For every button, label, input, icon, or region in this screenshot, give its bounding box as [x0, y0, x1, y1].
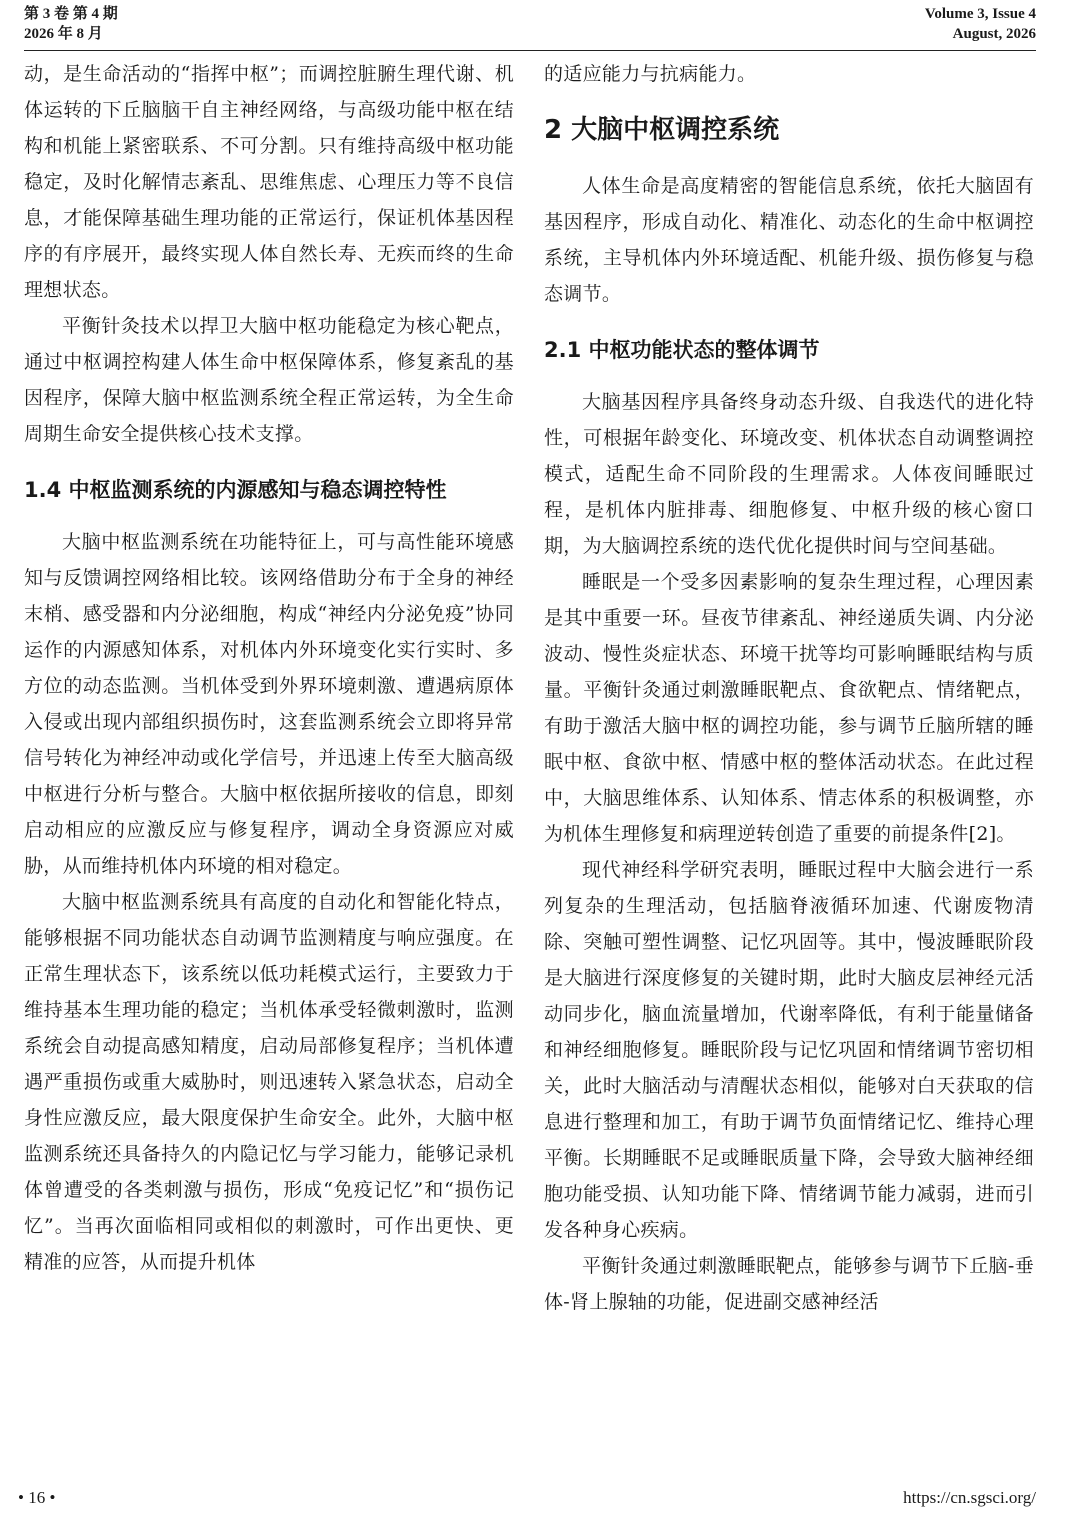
section-heading-2: 2 大脑中枢调控系统 — [544, 115, 780, 145]
journal-header-left — [24, 4, 118, 44]
volume-issue-cn: 第 3 卷 第 4 期 — [24, 6, 118, 22]
paragraph: 现代神经科学研究表明，睡眠过程中大脑会进行一系列复杂的生理活动，包括脑脊液循环加速、代谢废物清除、突触可塑性调整、记忆巩固等。其中，慢波睡眠阶段是大脑进行深度修复的关键时期，此时大脑皮层神经元活动同步化，脑血流量增加，代谢率降低，有利于能量储备和神经细胞修复。睡眠阶段与记忆巩固和情绪调节密切相关，此时大脑活动与清醒状态相似，能够对白天获取的信息进行整理和加工，有助于调节负面情绪记忆、维持心理平衡。长期睡眠不足或睡眠质量下降，会导致大脑神经细胞功能受损、认知功能下降、情绪调节能力减弱，进而引发各种身心疾病。 — [544, 859, 1034, 1241]
section-heading-1-4: 1.4 中枢监测系统的内源感知与稳态调控特性 — [24, 478, 447, 502]
paragraph: 人体生命是高度精密的智能信息系统，依托大脑固有基因程序，形成自动化、精准化、动态化的生命中枢调控系统，主导机体内外环境适配、机能升级、损伤修复与稳态调节。 — [544, 175, 1034, 305]
paragraph: 的适应能力与抗病能力。 — [544, 63, 757, 85]
left-column — [24, 56, 514, 1461]
section-heading-2-1: 2.1 中枢功能状态的整体调节 — [544, 338, 820, 362]
paragraph: 睡眠是一个受多因素影响的复杂生理过程，心理因素是其中重要一环。昼夜节律紊乱、神经递质失调、内分泌波动、慢性炎症状态、环境干扰等均可影响睡眠结构与质量。平衡针灸通过刺激睡眠靶点、食欲靶点、情绪靶点，有助于激活大脑中枢的调控功能，参与调节丘脑所辖的睡眠中枢、食欲中枢、情感中枢的整体活动状态。在此过程中，大脑思维体系、认知体系、情志体系的积极调整，亦为机体生理修复和病理逆转创造了重要的前提条件[2]。 — [544, 571, 1034, 845]
header-divider — [24, 50, 1036, 51]
journal-header-right — [925, 4, 1036, 44]
paragraph: 动，是生命活动的“指挥中枢”；而调控脏腑生理代谢、机体运转的下丘脑脑干自主神经网络，与高级功能中枢在结构和机能上紧密联系、不可分割。只有维持高级中枢功能稳定，及时化解情志紊乱、思维焦虑、心理压力等不良信息，才能保障基础生理功能的正常运行，保证机体基因程序的有序展开，最终实现人体自然长寿、无疾而终的生命理想状态。 — [24, 63, 514, 301]
paragraph: 大脑中枢监测系统具有高度的自动化和智能化特点，能够根据不同功能状态自动调节监测精度与响应强度。在正常生理状态下，该系统以低功耗模式运行，主要致力于维持基本生理功能的稳定；当机体承受轻微刺激时，监测系统会自动提高感知精度，启动局部修复程序；当机体遭遇严重损伤或重大威胁时，则迅速转入紧急状态，启动全身性应激反应，最大限度保护生命安全。此外，大脑中枢监测系统还具备持久的内隐记忆与学习能力，能够记录机体曾遭受的各类刺激与损伤，形成“免疫记忆”和“损伤记忆”。当再次面临相同或相似的刺激时，可作出更快、更精准的应答，从而提升机体 — [24, 891, 514, 1273]
paragraph: 大脑中枢监测系统在功能特征上，可与高性能环境感知与反馈调控网络相比较。该网络借助分布于全身的神经末梢、感受器和内分泌细胞，构成“神经内分泌免疫”协同运作的内源感知体系，对机体内外环境变化实行实时、多方位的动态监测。当机体受到外界环境刺激、遭遇病原体入侵或出现内部组织损伤时，这套监测系统会立即将异常信号转化为神经冲动或化学信号，并迅速上传至大脑高级中枢进行分析与整合。大脑中枢依据所接收的信息，即刻启动相应的应激反应与修复程序，调动全身资源应对威胁，从而维持机体内环境的相对稳定。 — [24, 531, 514, 877]
date-cn: 2026 年 8 月 — [24, 26, 103, 42]
page-number: • 16 • — [18, 1488, 56, 1507]
paragraph: 大脑基因程序具备终身动态升级、自我迭代的进化特性，可根据年龄变化、环境改变、机体状态自动调整调控模式，适配生命不同阶段的生理需求。人体夜间睡眠过程，是机体内脏排毒、细胞修复、中枢升级的核心窗口期，为大脑调控系统的迭代优化提供时间与空间基础。 — [544, 391, 1034, 557]
paragraph: 平衡针灸技术以捍卫大脑中枢功能稳定为核心靶点，通过中枢调控构建人体生命中枢保障体系，修复紊乱的基因程序，保障大脑中枢监测系统全程正常运转，为全生命周期生命安全提供核心技术支撑。 — [24, 315, 514, 445]
journal-url: https://cn.sgsci.org/ — [903, 1488, 1036, 1507]
paragraph: 平衡针灸通过刺激睡眠靶点，能够参与调节下丘脑-垂体-肾上腺轴的功能，促进副交感神经活 — [544, 1255, 1034, 1313]
date-en: August, 2026 — [952, 26, 1036, 42]
right-column — [544, 56, 1034, 1461]
volume-issue-en: Volume 3, Issue 4 — [924, 6, 1036, 22]
